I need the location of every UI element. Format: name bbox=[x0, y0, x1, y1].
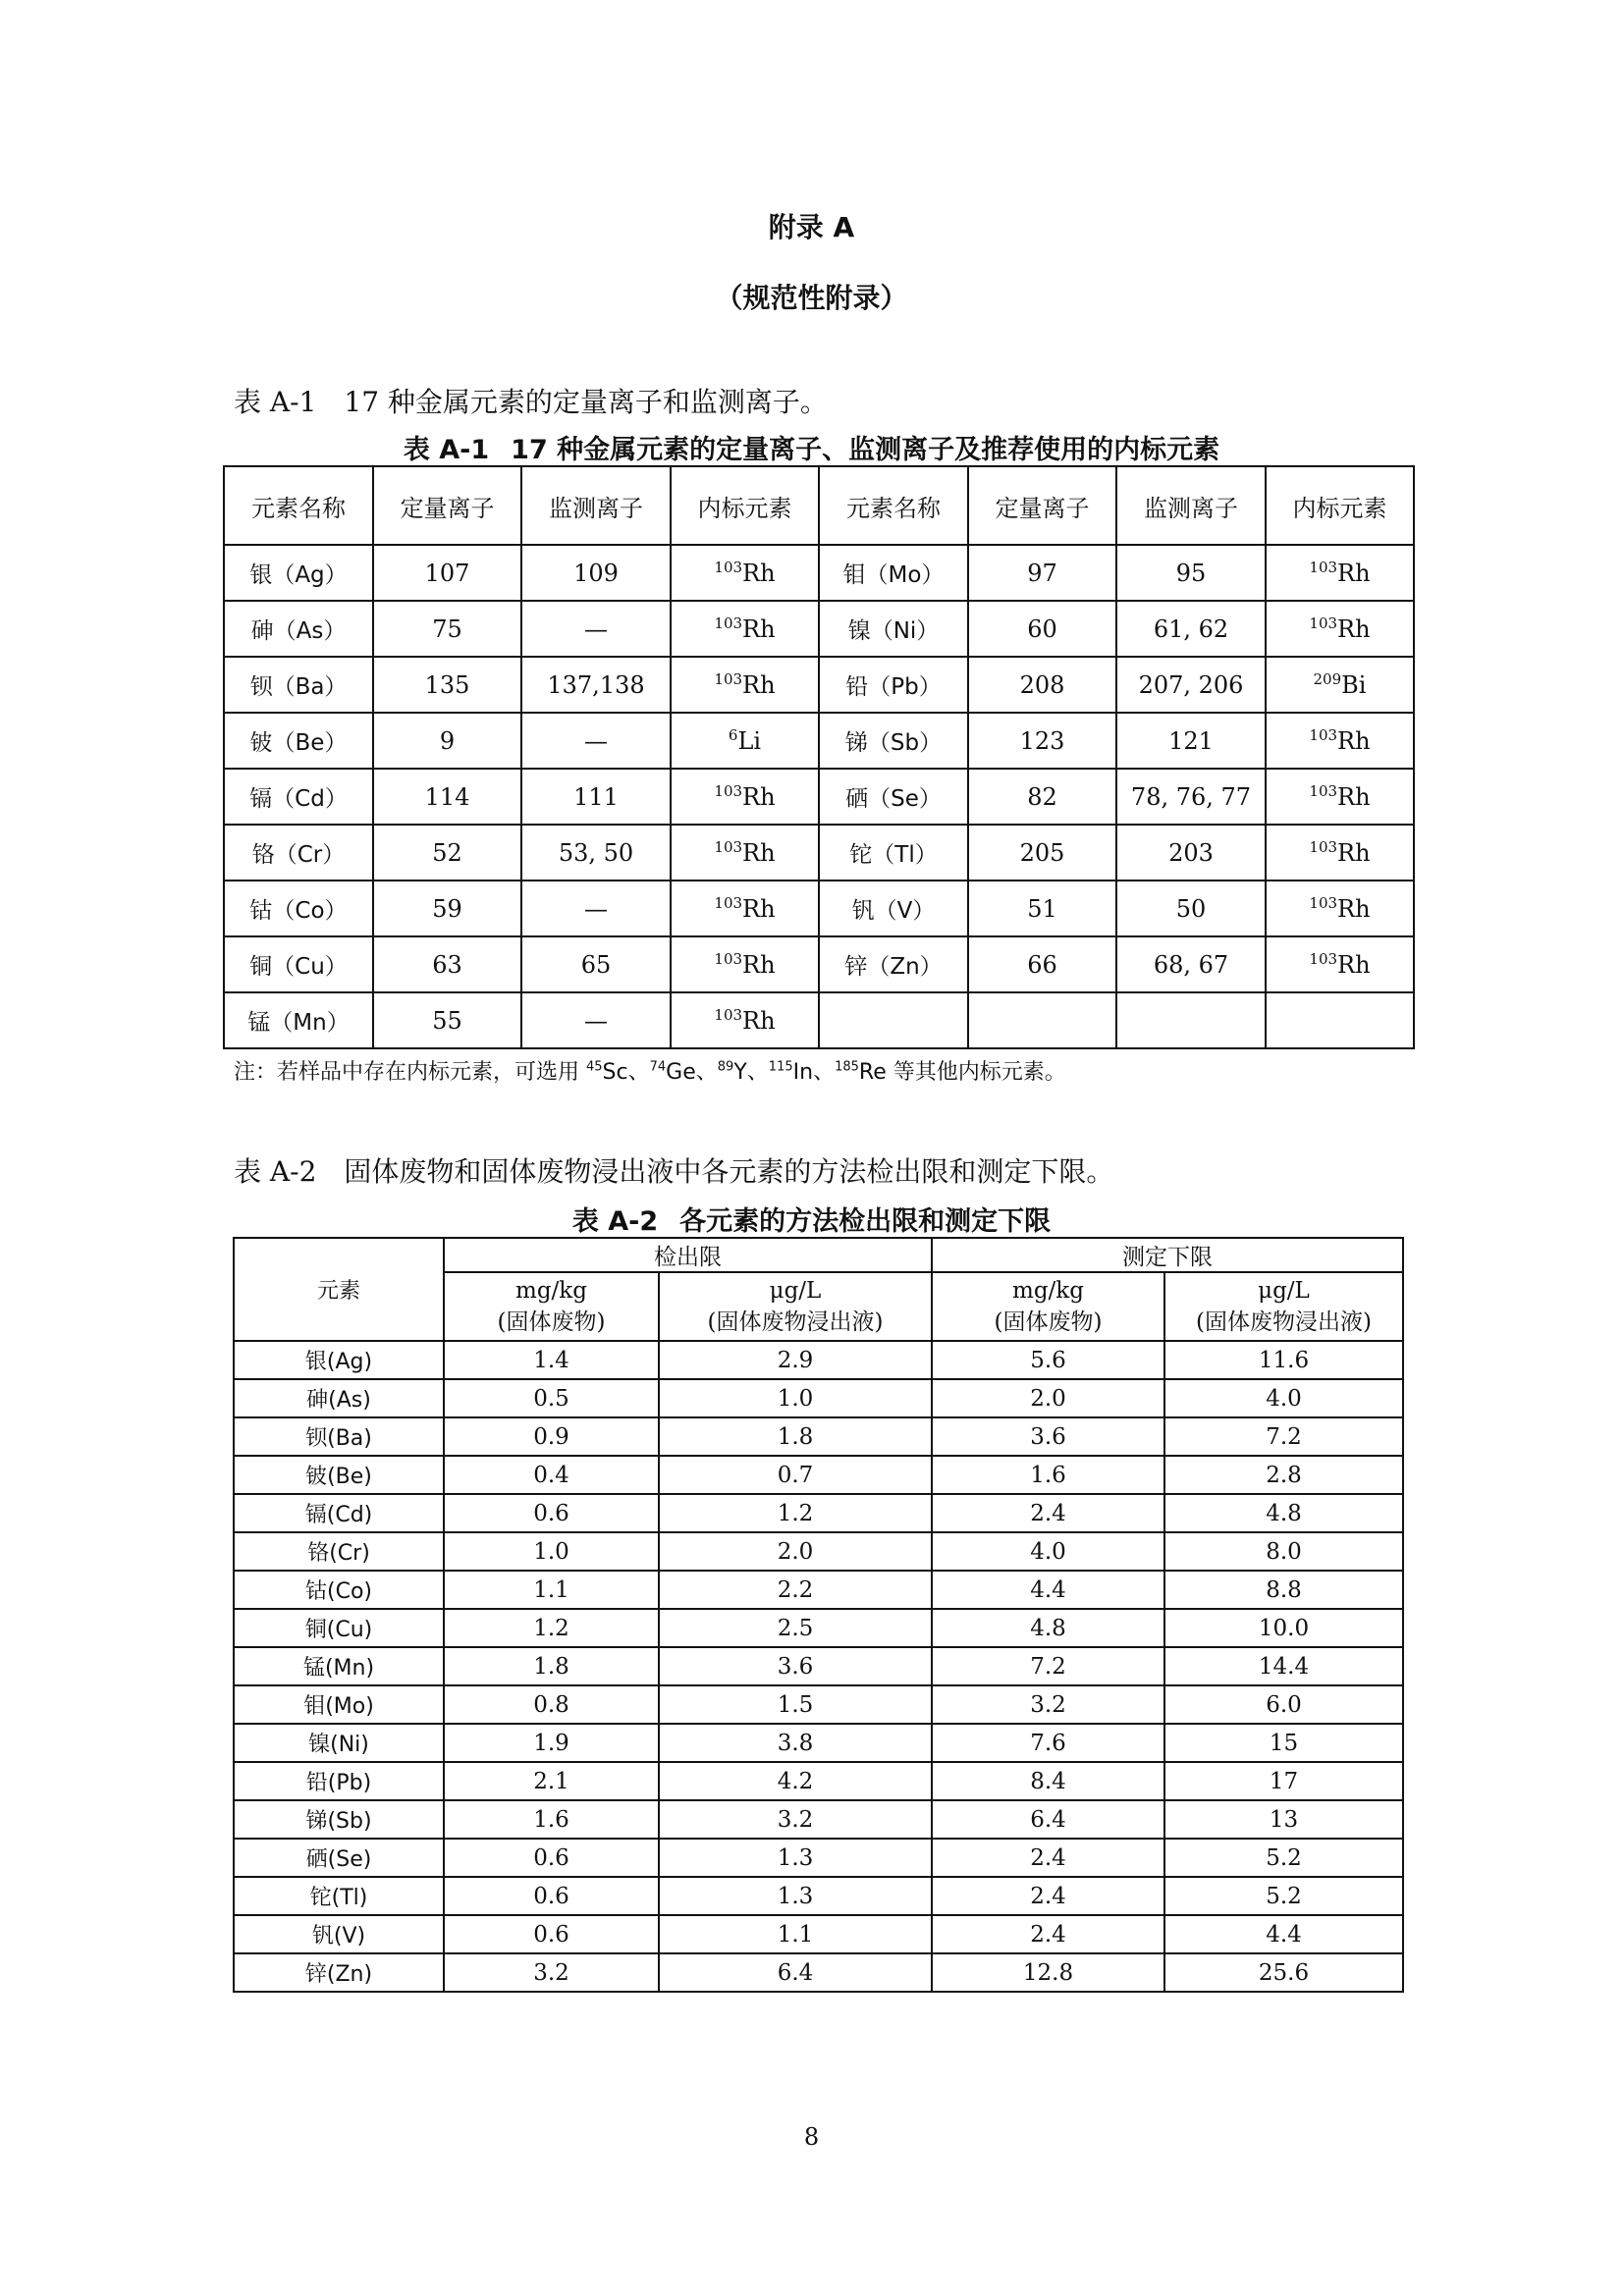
internal-standard-cell bbox=[1266, 825, 1414, 881]
quant-limit-leachate-cell: 25.6 bbox=[1164, 1953, 1403, 1992]
table-a2-subheader bbox=[659, 1272, 932, 1341]
detection-limit-solid-cell: 0.9 bbox=[444, 1417, 659, 1456]
element-name-cell: 锑(Sb) bbox=[234, 1800, 444, 1839]
monitor-ion-cell: — bbox=[521, 881, 671, 936]
detection-limit-leachate-cell: 0.7 bbox=[659, 1456, 932, 1494]
detection-limit-leachate-cell: 2.0 bbox=[659, 1532, 932, 1571]
intro-a2-text: 固体废物和固体废物浸出液中各元素的方法检出限和测定下限。 bbox=[344, 1155, 1114, 1188]
table-row bbox=[224, 881, 1414, 936]
table-a1-note bbox=[234, 1055, 1066, 1086]
table-a1-header-row bbox=[224, 466, 1414, 545]
isotope-mass: 209 bbox=[1313, 669, 1342, 688]
element-name-cell: 镉（Cd） bbox=[224, 769, 373, 825]
monitor-ion-cell: 111 bbox=[521, 769, 671, 825]
isotope-mass: 185 bbox=[835, 1059, 859, 1075]
monitor-ion-cell: 61, 62 bbox=[1116, 601, 1266, 657]
element-name-cell: 锌（Zn） bbox=[819, 936, 968, 992]
isotope-symbol: Rh bbox=[742, 950, 776, 979]
table-a1 bbox=[223, 465, 1415, 1049]
intro-a2 bbox=[234, 1150, 1113, 1190]
detection-limit-solid-cell: 1.4 bbox=[444, 1341, 659, 1379]
element-name-cell: 铜（Cu） bbox=[224, 936, 373, 992]
quant-limit-solid-cell: 12.8 bbox=[932, 1953, 1164, 1992]
quant-ion-cell: 63 bbox=[373, 936, 521, 992]
isotope-symbol: Rh bbox=[1337, 559, 1371, 587]
internal-standard-cell bbox=[1266, 992, 1414, 1048]
quant-limit-leachate-cell: 14.4 bbox=[1164, 1647, 1403, 1685]
internal-standard-cell bbox=[1266, 881, 1414, 936]
isotope-mass: 74 bbox=[649, 1059, 667, 1075]
quant-limit-leachate-cell: 4.0 bbox=[1164, 1379, 1403, 1417]
table-a1-header-cell: 元素名称 bbox=[819, 466, 968, 545]
subheader-unit: μg/L bbox=[769, 1278, 822, 1304]
quant-ion-cell bbox=[968, 992, 1116, 1048]
isotope-symbol: Rh bbox=[1337, 894, 1371, 923]
element-name-cell: 钴(Co) bbox=[234, 1571, 444, 1609]
intro-a1-number: 表 A-1 bbox=[234, 386, 317, 418]
isotope-symbol: Rh bbox=[742, 670, 776, 699]
table-a1-caption-text: 17 种金属元素的定量离子、监测离子及推荐使用的内标元素 bbox=[511, 435, 1220, 465]
isotope-mass: 103 bbox=[1309, 558, 1338, 576]
element-name-cell: 硒(Se) bbox=[234, 1839, 444, 1877]
monitor-ion-cell: 137,138 bbox=[521, 657, 671, 713]
quant-limit-leachate-cell: 15 bbox=[1164, 1724, 1403, 1762]
note-suffix: 等其他内标元素。 bbox=[886, 1060, 1066, 1085]
detection-limit-solid-cell: 1.1 bbox=[444, 1571, 659, 1609]
internal-standard-cell bbox=[671, 657, 819, 713]
isotope-symbol: Rh bbox=[1337, 726, 1371, 755]
quant-ion-cell: 51 bbox=[968, 881, 1116, 936]
quant-limit-leachate-cell: 17 bbox=[1164, 1762, 1403, 1800]
quant-ion-cell: 114 bbox=[373, 769, 521, 825]
element-name-cell: 锑（Sb） bbox=[819, 713, 968, 769]
monitor-ion-cell: 95 bbox=[1116, 545, 1266, 601]
table-a1-header-cell: 元素名称 bbox=[224, 466, 373, 545]
element-name-cell: 铬（Cr） bbox=[224, 825, 373, 881]
appendix-subtitle: （规范性附录） bbox=[715, 282, 908, 314]
detection-limit-solid-cell: 2.1 bbox=[444, 1762, 659, 1800]
table-row bbox=[234, 1609, 1403, 1647]
element-name-cell: 砷(As) bbox=[234, 1379, 444, 1417]
isotope-symbol: Li bbox=[737, 726, 762, 755]
table-a2-quantification-limit-header: 测定下限 bbox=[932, 1238, 1403, 1272]
isotope-mass: 103 bbox=[714, 1005, 743, 1024]
quant-ion-cell: 123 bbox=[968, 713, 1116, 769]
quant-ion-cell: 208 bbox=[968, 657, 1116, 713]
detection-limit-solid-cell: 0.6 bbox=[444, 1494, 659, 1532]
separator: 、 bbox=[746, 1060, 769, 1085]
internal-standard-cell bbox=[1266, 657, 1414, 713]
isotope-mass: 103 bbox=[714, 893, 743, 912]
element-name-cell bbox=[819, 992, 968, 1048]
element-name-cell: 铍（Be） bbox=[224, 713, 373, 769]
element-name-cell: 锰（Mn） bbox=[224, 992, 373, 1048]
isotope-symbol: Rh bbox=[742, 782, 776, 811]
isotope-mass: 103 bbox=[1309, 781, 1338, 800]
monitor-ion-cell: 50 bbox=[1116, 881, 1266, 936]
quant-limit-leachate-cell: 2.8 bbox=[1164, 1456, 1403, 1494]
table-a2-element-header: 元素 bbox=[234, 1238, 444, 1341]
element-name-cell: 银(Ag) bbox=[234, 1341, 444, 1379]
separator: 、 bbox=[627, 1060, 650, 1085]
internal-standard-cell bbox=[671, 825, 819, 881]
detection-limit-leachate-cell: 1.8 bbox=[659, 1417, 932, 1456]
note-internal-standards bbox=[586, 1060, 887, 1085]
quant-limit-leachate-cell: 8.0 bbox=[1164, 1532, 1403, 1571]
isotope-mass: 103 bbox=[714, 781, 743, 800]
quant-limit-leachate-cell: 4.8 bbox=[1164, 1494, 1403, 1532]
monitor-ion-cell bbox=[1116, 992, 1266, 1048]
element-name-cell: 铬(Cr) bbox=[234, 1532, 444, 1571]
table-a2-subheader bbox=[444, 1272, 659, 1341]
element-name-cell: 钒(V) bbox=[234, 1915, 444, 1953]
detection-limit-leachate-cell: 3.8 bbox=[659, 1724, 932, 1762]
monitor-ion-cell: 53, 50 bbox=[521, 825, 671, 881]
element-name-cell: 钼(Mo) bbox=[234, 1685, 444, 1724]
element-name-cell: 钴（Co） bbox=[224, 881, 373, 936]
monitor-ion-cell: — bbox=[521, 601, 671, 657]
detection-limit-leachate-cell: 4.2 bbox=[659, 1762, 932, 1800]
isotope-symbol: Bi bbox=[1341, 670, 1367, 699]
subheader-unit: mg/kg bbox=[1012, 1278, 1084, 1304]
element-name-cell: 钒（V） bbox=[819, 881, 968, 936]
quant-limit-solid-cell: 2.4 bbox=[932, 1877, 1164, 1915]
isotope-mass: 103 bbox=[714, 949, 743, 968]
table-row bbox=[234, 1379, 1403, 1417]
detection-limit-leachate-cell: 1.5 bbox=[659, 1685, 932, 1724]
element-name-cell: 铅（Pb） bbox=[819, 657, 968, 713]
table-row bbox=[234, 1341, 1403, 1379]
table-row bbox=[234, 1762, 1403, 1800]
quant-ion-cell: 59 bbox=[373, 881, 521, 936]
quant-limit-solid-cell: 2.4 bbox=[932, 1494, 1164, 1532]
detection-limit-leachate-cell: 1.2 bbox=[659, 1494, 932, 1532]
table-a1-header-cell: 监测离子 bbox=[521, 466, 671, 545]
isotope-mass: 103 bbox=[1309, 837, 1338, 856]
note-prefix: 注：若样品中存在内标元素，可选用 bbox=[234, 1060, 586, 1085]
quant-ion-cell: 107 bbox=[373, 545, 521, 601]
quant-ion-cell: 52 bbox=[373, 825, 521, 881]
table-a2-caption-number: 表 A-2 bbox=[571, 1206, 659, 1237]
table-row bbox=[234, 1877, 1403, 1915]
monitor-ion-cell: — bbox=[521, 992, 671, 1048]
intro-a1-text: 17 种金属元素的定量离子和监测离子。 bbox=[344, 386, 828, 418]
element-name-cell: 铍(Be) bbox=[234, 1456, 444, 1494]
quant-limit-solid-cell: 8.4 bbox=[932, 1762, 1164, 1800]
element-name-cell: 砷（As） bbox=[224, 601, 373, 657]
quant-limit-leachate-cell: 11.6 bbox=[1164, 1341, 1403, 1379]
detection-limit-leachate-cell: 3.2 bbox=[659, 1800, 932, 1839]
internal-standard-cell bbox=[671, 601, 819, 657]
table-a1-header-cell: 监测离子 bbox=[1116, 466, 1266, 545]
element-name-cell: 镍(Ni) bbox=[234, 1724, 444, 1762]
table-row bbox=[234, 1456, 1403, 1494]
table-row bbox=[224, 657, 1414, 713]
detection-limit-solid-cell: 0.6 bbox=[444, 1915, 659, 1953]
isotope-mass: 103 bbox=[1309, 893, 1338, 912]
table-row bbox=[234, 1647, 1403, 1685]
monitor-ion-cell: 109 bbox=[521, 545, 671, 601]
detection-limit-leachate-cell: 2.2 bbox=[659, 1571, 932, 1609]
subheader-desc: (固体废物) bbox=[497, 1309, 606, 1335]
quant-limit-solid-cell: 3.2 bbox=[932, 1685, 1164, 1724]
detection-limit-solid-cell: 1.0 bbox=[444, 1532, 659, 1571]
detection-limit-solid-cell: 0.4 bbox=[444, 1456, 659, 1494]
table-row bbox=[234, 1839, 1403, 1877]
isotope-symbol: Rh bbox=[742, 894, 776, 923]
quant-limit-solid-cell: 4.4 bbox=[932, 1571, 1164, 1609]
isotope-symbol: Rh bbox=[742, 1006, 776, 1035]
subheader-desc: (固体废物) bbox=[994, 1309, 1103, 1335]
internal-standard-cell bbox=[671, 992, 819, 1048]
table-a2-caption bbox=[0, 1200, 1623, 1238]
subheader-unit: μg/L bbox=[1258, 1278, 1310, 1304]
isotope-mass: 89 bbox=[717, 1059, 734, 1075]
quant-ion-cell: 97 bbox=[968, 545, 1116, 601]
element-name-cell: 铊（Tl） bbox=[819, 825, 968, 881]
detection-limit-leachate-cell: 2.9 bbox=[659, 1341, 932, 1379]
quant-limit-solid-cell: 3.6 bbox=[932, 1417, 1164, 1456]
internal-standard-cell bbox=[1266, 713, 1414, 769]
internal-standard-cell bbox=[671, 713, 819, 769]
table-row bbox=[234, 1685, 1403, 1724]
element-name-cell: 锌(Zn) bbox=[234, 1953, 444, 1992]
element-name-cell: 铅(Pb) bbox=[234, 1762, 444, 1800]
internal-standard-cell bbox=[671, 545, 819, 601]
detection-limit-solid-cell: 0.6 bbox=[444, 1877, 659, 1915]
table-row bbox=[224, 601, 1414, 657]
isotope-symbol: Rh bbox=[742, 838, 776, 867]
table-a2 bbox=[233, 1237, 1404, 1993]
quant-limit-solid-cell: 4.8 bbox=[932, 1609, 1164, 1647]
quant-ion-cell: 205 bbox=[968, 825, 1116, 881]
quant-limit-leachate-cell: 5.2 bbox=[1164, 1839, 1403, 1877]
quant-limit-leachate-cell: 10.0 bbox=[1164, 1609, 1403, 1647]
isotope-mass: 103 bbox=[1309, 725, 1338, 744]
table-a1-header-cell: 定量离子 bbox=[373, 466, 521, 545]
table-a1-caption bbox=[0, 428, 1623, 466]
detection-limit-solid-cell: 0.5 bbox=[444, 1379, 659, 1417]
detection-limit-leachate-cell: 2.5 bbox=[659, 1609, 932, 1647]
subheader-unit: mg/kg bbox=[515, 1278, 587, 1304]
quant-ion-cell: 9 bbox=[373, 713, 521, 769]
detection-limit-leachate-cell: 1.3 bbox=[659, 1839, 932, 1877]
table-row bbox=[224, 992, 1414, 1048]
isotope-symbol: Rh bbox=[742, 614, 776, 643]
quant-limit-solid-cell: 2.0 bbox=[932, 1379, 1164, 1417]
table-a2-subheader bbox=[932, 1272, 1164, 1341]
quant-ion-cell: 75 bbox=[373, 601, 521, 657]
detection-limit-solid-cell: 1.8 bbox=[444, 1647, 659, 1685]
detection-limit-solid-cell: 1.2 bbox=[444, 1609, 659, 1647]
element-name-cell: 镍（Ni） bbox=[819, 601, 968, 657]
table-a2-caption-text: 各元素的方法检出限和测定下限 bbox=[679, 1206, 1052, 1237]
quant-limit-solid-cell: 2.4 bbox=[932, 1839, 1164, 1877]
element-name-cell: 银（Ag） bbox=[224, 545, 373, 601]
table-row bbox=[234, 1724, 1403, 1762]
quant-limit-leachate-cell: 13 bbox=[1164, 1800, 1403, 1839]
element-name-cell: 钼（Mo） bbox=[819, 545, 968, 601]
quant-limit-solid-cell: 5.6 bbox=[932, 1341, 1164, 1379]
isotope-mass: 103 bbox=[714, 837, 743, 856]
detection-limit-leachate-cell: 1.1 bbox=[659, 1915, 932, 1953]
table-row bbox=[234, 1800, 1403, 1839]
appendix-title: 附录 A bbox=[768, 211, 855, 243]
table-row bbox=[224, 936, 1414, 992]
quant-limit-solid-cell: 7.2 bbox=[932, 1647, 1164, 1685]
monitor-ion-cell: 65 bbox=[521, 936, 671, 992]
isotope-symbol: Rh bbox=[1337, 782, 1371, 811]
separator: 、 bbox=[813, 1060, 836, 1085]
quant-limit-leachate-cell: 6.0 bbox=[1164, 1685, 1403, 1724]
table-row bbox=[234, 1532, 1403, 1571]
detection-limit-leachate-cell: 6.4 bbox=[659, 1953, 932, 1992]
isotope-symbol: Rh bbox=[742, 559, 776, 587]
detection-limit-leachate-cell: 1.0 bbox=[659, 1379, 932, 1417]
detection-limit-solid-cell: 1.9 bbox=[444, 1724, 659, 1762]
element-name-cell: 镉(Cd) bbox=[234, 1494, 444, 1532]
table-a1-caption-number: 表 A-1 bbox=[403, 435, 490, 465]
table-a1-header-cell: 内标元素 bbox=[671, 466, 819, 545]
monitor-ion-cell: 203 bbox=[1116, 825, 1266, 881]
quant-ion-cell: 135 bbox=[373, 657, 521, 713]
subheader-desc: (固体废物浸出液) bbox=[1196, 1309, 1372, 1335]
internal-standard-cell bbox=[1266, 545, 1414, 601]
quant-limit-leachate-cell: 8.8 bbox=[1164, 1571, 1403, 1609]
table-row bbox=[224, 713, 1414, 769]
table-row bbox=[224, 545, 1414, 601]
subheader-desc: (固体废物浸出液) bbox=[707, 1309, 884, 1335]
element-name-cell: 硒（Se） bbox=[819, 769, 968, 825]
separator: 、 bbox=[695, 1060, 718, 1085]
isotope-mass: 6 bbox=[728, 725, 738, 744]
isotope-symbol: Sc bbox=[602, 1060, 628, 1085]
table-row bbox=[224, 769, 1414, 825]
table-a2-subheader bbox=[1164, 1272, 1403, 1341]
intro-a1 bbox=[234, 381, 828, 420]
table-a1-header-cell: 内标元素 bbox=[1266, 466, 1414, 545]
detection-limit-solid-cell: 1.6 bbox=[444, 1800, 659, 1839]
element-name-cell: 铊(Tl) bbox=[234, 1877, 444, 1915]
quant-limit-solid-cell: 6.4 bbox=[932, 1800, 1164, 1839]
isotope-symbol: Ge bbox=[666, 1060, 696, 1085]
quant-ion-cell: 55 bbox=[373, 992, 521, 1048]
table-a2-detection-limit-header: 检出限 bbox=[444, 1238, 932, 1272]
table-row bbox=[234, 1953, 1403, 1992]
quant-limit-leachate-cell: 5.2 bbox=[1164, 1877, 1403, 1915]
internal-standard-cell bbox=[671, 769, 819, 825]
detection-limit-solid-cell: 0.6 bbox=[444, 1839, 659, 1877]
table-row bbox=[234, 1417, 1403, 1456]
internal-standard-cell bbox=[671, 936, 819, 992]
quant-limit-solid-cell: 1.6 bbox=[932, 1456, 1164, 1494]
monitor-ion-cell: — bbox=[521, 713, 671, 769]
quant-limit-solid-cell: 2.4 bbox=[932, 1915, 1164, 1953]
monitor-ion-cell: 207, 206 bbox=[1116, 657, 1266, 713]
element-name-cell: 铜(Cu) bbox=[234, 1609, 444, 1647]
quant-limit-leachate-cell: 7.2 bbox=[1164, 1417, 1403, 1456]
internal-standard-cell bbox=[671, 881, 819, 936]
monitor-ion-cell: 68, 67 bbox=[1116, 936, 1266, 992]
isotope-symbol: In bbox=[792, 1060, 814, 1085]
quant-ion-cell: 66 bbox=[968, 936, 1116, 992]
monitor-ion-cell: 78, 76, 77 bbox=[1116, 769, 1266, 825]
detection-limit-solid-cell: 0.8 bbox=[444, 1685, 659, 1724]
quant-limit-leachate-cell: 4.4 bbox=[1164, 1915, 1403, 1953]
element-name-cell: 锰(Mn) bbox=[234, 1647, 444, 1685]
table-row bbox=[234, 1915, 1403, 1953]
isotope-mass: 103 bbox=[714, 669, 743, 688]
isotope-mass: 45 bbox=[586, 1059, 603, 1075]
isotope-mass: 115 bbox=[768, 1059, 793, 1075]
isotope-mass: 103 bbox=[1309, 614, 1338, 632]
element-name-cell: 钡(Ba) bbox=[234, 1417, 444, 1456]
quant-ion-cell: 60 bbox=[968, 601, 1116, 657]
quant-ion-cell: 82 bbox=[968, 769, 1116, 825]
internal-standard-cell bbox=[1266, 936, 1414, 992]
isotope-symbol: Re bbox=[858, 1060, 887, 1085]
table-row bbox=[234, 1571, 1403, 1609]
table-row bbox=[234, 1494, 1403, 1532]
isotope-symbol: Rh bbox=[1337, 614, 1371, 643]
element-name-cell: 钡（Ba） bbox=[224, 657, 373, 713]
table-row bbox=[224, 825, 1414, 881]
table-a1-header-cell: 定量离子 bbox=[968, 466, 1116, 545]
isotope-mass: 103 bbox=[714, 614, 743, 632]
quant-limit-solid-cell: 7.6 bbox=[932, 1724, 1164, 1762]
isotope-mass: 103 bbox=[1309, 949, 1338, 968]
isotope-symbol: Y bbox=[733, 1060, 747, 1085]
isotope-mass: 103 bbox=[714, 558, 743, 576]
isotope-symbol: Rh bbox=[1337, 950, 1371, 979]
internal-standard-cell bbox=[1266, 769, 1414, 825]
monitor-ion-cell: 121 bbox=[1116, 713, 1266, 769]
isotope-symbol: Rh bbox=[1337, 838, 1371, 867]
detection-limit-leachate-cell: 3.6 bbox=[659, 1647, 932, 1685]
internal-standard-cell bbox=[1266, 601, 1414, 657]
quant-limit-solid-cell: 4.0 bbox=[932, 1532, 1164, 1571]
detection-limit-leachate-cell: 1.3 bbox=[659, 1877, 932, 1915]
page-number: 8 bbox=[803, 2123, 820, 2151]
detection-limit-solid-cell: 3.2 bbox=[444, 1953, 659, 1992]
intro-a2-number: 表 A-2 bbox=[234, 1155, 317, 1188]
